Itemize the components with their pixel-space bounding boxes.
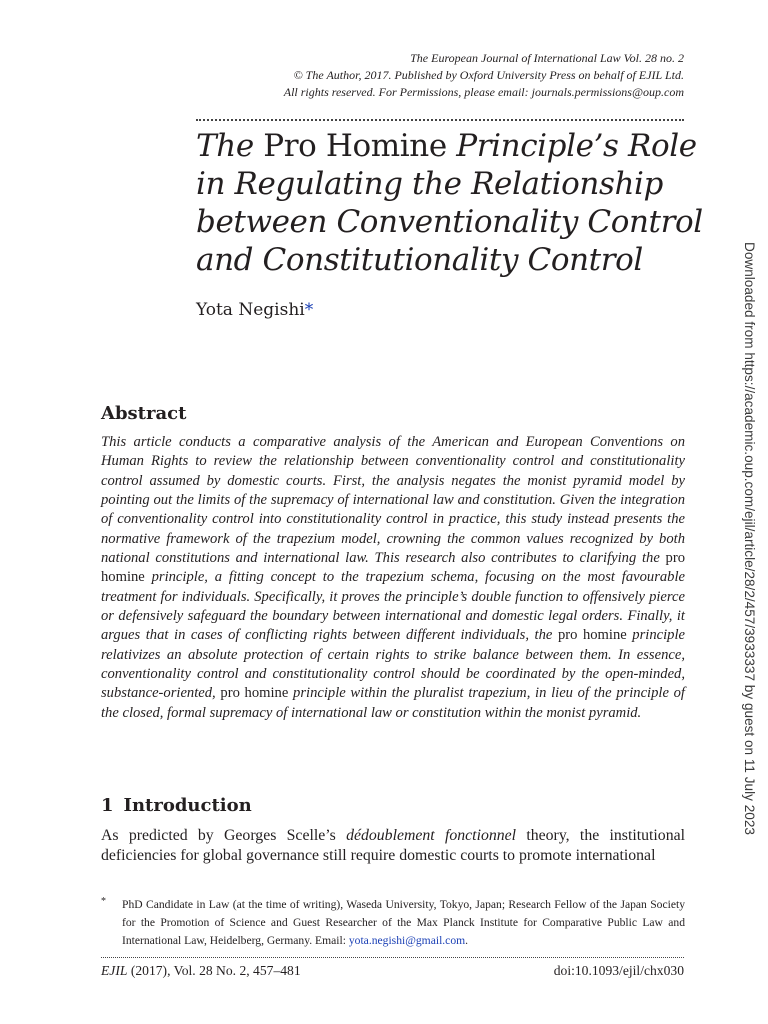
abstract-term-2: pro homine: [557, 627, 627, 644]
title-part-1: The: [196, 128, 254, 164]
introduction-body: [101, 826, 685, 866]
abstract-text-2: principle, a fitting concept to the trapezium schema, focusing on the most favourable treatment for individuals. Specifically, it proves the principle’s double function to offensively pierce or defensively safeguard the boundary between international and domestic legal orders. Finally, it argues that in cases of conflicting rights between different individuals, the: [101, 569, 685, 644]
section-title: Introduction: [123, 795, 252, 816]
abstract-text-1: This article conducts a comparative analysis of the American and European Conventions on Human Rights to review the relationship between conventionality control and constitutionality control assumed by domestic courts. First, the analysis negates the monist pyramid model by pointing out the limits of the supremacy of international law and constitution. Given the integration of conventionality control into constitutionality control in practice, this study instead presents the normative framework of the trapezium model, crowning the common values recognized by both national constitutions and international law. This research also contributes to clarifying the: [101, 434, 685, 567]
journal-header-line-1: The European Journal of International Law Vol. 28 no. 2: [410, 51, 684, 65]
abstract-text-3: principle relativizes an absolute protection of certain rights to strike balance between them. In essence, conventionality control and constitutionality control should be coordinated by the open-minded, substance-oriented,: [101, 627, 685, 702]
dotted-divider-top: [196, 119, 684, 121]
author-byline: [196, 300, 313, 320]
intro-text-2: theory, the institutional deficiencies for global governance still require domestic courts to promote international: [101, 827, 685, 864]
footer-citation: [101, 963, 301, 979]
title-line-3: between Conventionality Control: [196, 204, 703, 240]
journal-header-line-3: All rights reserved. For Permissions, please email: journals.permissions@oup.com: [283, 85, 684, 99]
abstract-term-3: pro homine: [220, 685, 289, 702]
footnote-marker: *: [101, 896, 106, 907]
footer-journal: EJIL: [101, 963, 128, 978]
footnote: [101, 896, 685, 950]
introduction-heading: [101, 795, 252, 816]
download-side-note-text: Downloaded from https://academic.oup.com/ejil/article/28/2/457/3933337 by guest on 11 July 2023: [742, 242, 757, 835]
footer-doi[interactable]: doi:10.1093/ejil/chx030: [553, 963, 684, 978]
footnote-text: [122, 896, 685, 950]
abstract-heading: Abstract: [101, 403, 187, 424]
title-line-4: and Constitutionality Control: [196, 242, 643, 278]
abstract-body: [101, 433, 685, 723]
dotted-divider-bottom: [101, 957, 684, 958]
title-part-3: Principle’s Role: [456, 128, 697, 164]
footer-volume: (2017), Vol. 28 No. 2, 457–481: [127, 963, 301, 978]
title-part-2: Pro Homine: [263, 128, 447, 164]
title-line-2: in Regulating the Relationship: [196, 166, 664, 202]
download-side-note: [742, 242, 763, 835]
journal-header-line-2: © The Author, 2017. Published by Oxford University Press on behalf of EJIL Ltd.: [293, 68, 684, 82]
footnote-body: PhD Candidate in Law (at the time of writing), Waseda University, Tokyo, Japan; Research Fellow of the Japan Society for the Promotion of Science and Guest Researcher of the Max Planck Institute for Comparative Public Law and International Law, Heidelberg, Germany. Email:: [122, 898, 685, 947]
intro-text-1: As predicted by Georges Scelle’s: [101, 827, 347, 844]
journal-header: [124, 50, 684, 101]
author-email-link[interactable]: yota.negishi@gmail.com: [348, 934, 466, 947]
footnote-end: .: [465, 934, 469, 947]
intro-term: dédoublement fonctionnel: [346, 827, 517, 844]
abstract-text-4: principle within the pluralist trapezium, in lieu of the principle of the closed, formal supremacy of international law or constitution within the monist pyramid.: [101, 685, 685, 721]
section-number: 1: [101, 795, 114, 816]
abstract-term-1: pro homine: [101, 550, 685, 586]
author-name: Yota Negishi: [196, 300, 305, 320]
author-footnote-link[interactable]: *: [304, 300, 314, 320]
article-title: [196, 127, 716, 279]
